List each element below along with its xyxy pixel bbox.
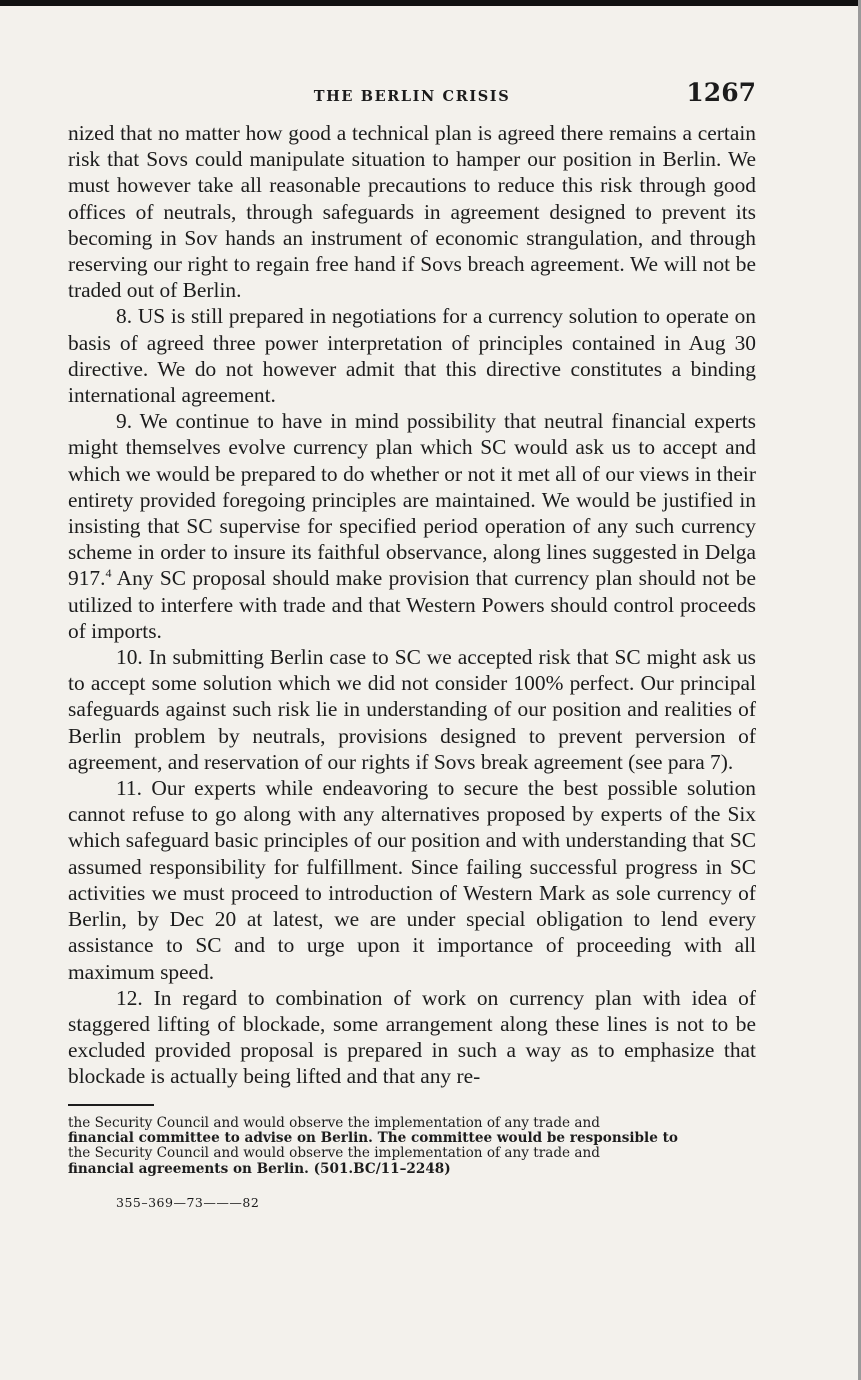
paragraph-10: 10. In submitting Berlin case to SC we accepted risk that SC might ask us to accept some solution which we did not consider 100% perfect. Our principal safeguards against such risk lie in understanding of our position and realities of Berlin problem by neutrals, provisions designed to prevent perversion of agreement, and reservation of our rights if Sovs break agreement (see para 7).	[68, 645, 756, 774]
scan-top-edge	[0, 0, 861, 6]
footnotes	[68, 1116, 756, 1178]
paragraph-9-continued: Any SC proposal should make provision that currency plan should not be utilized to interfere with trade and that Western Powers should control proceeds of imports.	[68, 566, 756, 643]
footnote-line: the Security Council and would observe the implementation of any trade and	[68, 1114, 600, 1131]
page-header	[68, 78, 756, 112]
running-head: THE BERLIN CRISIS	[313, 88, 511, 105]
paragraph-11: 11. Our experts while endeavoring to secure the best possible solution cannot refuse to go along with any alternatives proposed by experts of the Six which safeguard basic principles of our position and with understanding that SC assumed responsibility for fulfillment. Since failing successful progress in SC activities we must proceed to introduction of Western Mark as sole currency of Berlin, by Dec 20 at latest, we are under special obligation to lend every assistance to SC and to urge upon it importance of proceeding with all maximum speed.	[68, 776, 756, 984]
paragraph-12: 12. In regard to combination of work on currency plan with idea of staggered lifting of blockade, some arrangement along these lines is not to be excluded provided proposal is prepared in such a way as to emphasize that blockade is actually being lifted and that any re-	[68, 985, 756, 1089]
page-number: 1267	[686, 78, 756, 107]
footnote-line: financial agreements on Berlin. (501.BC/11–2248)	[68, 1160, 451, 1177]
continuation-paragraph: nized that no matter how good a technical plan is agreed there remains a certain risk that Sovs could manipulate situation to hamper our position in Berlin. We must however take all reasonable precautions to reduce this risk through good offices of neutrals, through safeguards in agreement designed to prevent its becoming in Sov hands an instrument of economic strangulation, and through reserving our right to regain free hand if Sovs breach agreement. We will not be traded out of Berlin.	[68, 121, 756, 303]
paragraph-9	[68, 408, 756, 644]
printer-code: 355–369—73———82	[116, 1195, 260, 1211]
footnote-line: the Security Council and would observe the implementation of any trade and	[68, 1145, 600, 1162]
paragraph-8: 8. US is still prepared in negotiations for a currency solution to operate on basis of agreed three power interpretation of principles contained in Aug 30 directive. We do not however admit that this directive constitutes a binding international agreement.	[68, 304, 756, 408]
document-page	[68, 78, 756, 1210]
footnote-line: financial committee to advise on Berlin. The committee would be responsible to	[68, 1129, 678, 1146]
paragraph-9-text: 9. We continue to have in mind possibility that neutral financial experts might themselves evolve currency plan which SC would ask us to accept and which we would be prepared to do whether or not it met all of our views in their entirety provided foregoing principles are maintained. We would be justified in insisting that SC supervise for specified period operation of any such currency scheme in order to insure its faithful observance, along lines suggested in Delga 917.	[68, 409, 756, 591]
footnote-divider	[68, 1104, 154, 1106]
footnote-reference: 4	[105, 566, 112, 581]
body-text	[68, 120, 756, 1090]
